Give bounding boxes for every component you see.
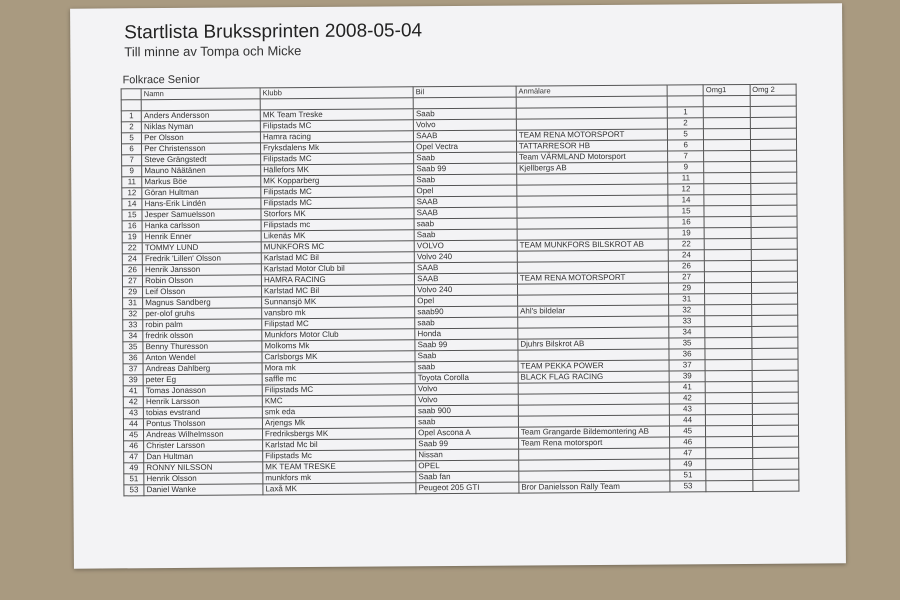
club-cell: MK Kopparberg [261, 175, 414, 187]
number-cell: 37 [669, 360, 705, 371]
number-cell: 9 [668, 162, 704, 173]
start-number-cell: 34 [123, 331, 143, 342]
car-cell: Honda [415, 328, 518, 340]
entrant-cell: TATTARRESOR HB [516, 140, 667, 152]
club-cell: Arjengs Mk [262, 417, 415, 429]
column-header-name: Namn [141, 88, 260, 100]
start-number-cell: 41 [123, 386, 143, 397]
spacer-cell [121, 100, 141, 111]
car-cell: Opel Ascona A [416, 427, 519, 439]
number-cell: 53 [670, 481, 706, 492]
club-cell: vansbro mk [262, 307, 415, 319]
driver-name-cell: tobias evstrand [143, 407, 262, 419]
round2-result-cell [750, 161, 796, 172]
column-header-round2: Omg 2 [750, 84, 796, 95]
number-cell: 26 [668, 261, 704, 272]
number-cell: 45 [669, 426, 705, 437]
club-cell: Filipstads MC [261, 186, 414, 198]
start-number-cell: 12 [122, 188, 142, 199]
round1-result-cell [706, 414, 752, 425]
round2-result-cell [752, 436, 798, 447]
car-cell: SAAB [414, 196, 517, 208]
round1-result-cell [706, 469, 752, 480]
round1-result-cell [706, 425, 752, 436]
driver-name-cell: fredrik olsson [143, 330, 262, 342]
start-number-cell: 36 [123, 353, 143, 364]
club-cell: Carlsborgs MK [262, 351, 415, 363]
club-cell: Filipstads MC [262, 384, 415, 396]
car-cell: Volvo [413, 119, 516, 131]
start-number-cell: 43 [123, 408, 143, 419]
start-number-cell: 27 [122, 276, 142, 287]
driver-name-cell: Markus Böe [142, 176, 261, 188]
round1-result-cell [704, 194, 750, 205]
car-cell: saab [415, 361, 518, 373]
start-number-cell: 1 [121, 111, 141, 122]
round1-result-cell [706, 436, 752, 447]
driver-name-cell: Dan Hultman [144, 451, 263, 463]
club-cell: Likenäs MK [261, 230, 414, 242]
driver-name-cell: Christer Larsson [144, 440, 263, 452]
driver-name-cell: per-olof gruhs [143, 308, 262, 320]
start-number-cell: 31 [123, 298, 143, 309]
start-number-cell: 2 [121, 122, 141, 133]
club-cell: smk eda [262, 406, 415, 418]
car-cell: Peugeot 205 GTI [416, 482, 519, 494]
start-number-cell: 22 [122, 243, 142, 254]
round1-result-cell [705, 370, 751, 381]
round2-result-cell [752, 458, 798, 469]
startlist-sheet [70, 3, 846, 568]
number-cell: 34 [669, 327, 705, 338]
round2-result-cell [751, 249, 797, 260]
start-number-cell: 44 [123, 419, 143, 430]
car-cell: Opel [415, 295, 518, 307]
car-cell: Volvo [415, 383, 518, 395]
startlist-rows [121, 106, 799, 496]
driver-name-cell: Per Christensson [142, 143, 261, 155]
driver-name-cell: Henrik Enner [142, 231, 261, 243]
round2-result-cell [751, 282, 797, 293]
start-number-cell: 24 [122, 254, 142, 265]
start-number-cell: 49 [124, 463, 144, 474]
round1-result-cell [705, 249, 751, 260]
driver-name-cell: Per Olsson [142, 132, 261, 144]
column-header-number [667, 85, 703, 96]
start-number-cell: 11 [122, 177, 142, 188]
round1-result-cell [704, 117, 750, 128]
number-cell: 24 [668, 250, 704, 261]
car-cell: VOLVO [414, 240, 517, 252]
spacer-cell [750, 95, 796, 106]
start-number-cell: 51 [124, 474, 144, 485]
round1-result-cell [704, 150, 750, 161]
round1-result-cell [704, 238, 750, 249]
round2-result-cell [750, 106, 796, 117]
number-cell: 29 [668, 283, 704, 294]
round2-result-cell [752, 414, 798, 425]
round2-result-cell [751, 205, 797, 216]
number-cell: 22 [668, 239, 704, 250]
driver-name-cell: Mauno Näätänen [142, 165, 261, 177]
number-cell: 15 [668, 206, 704, 217]
club-cell: Fredriksbergs MK [263, 428, 416, 440]
driver-name-cell: Göran Hultman [142, 187, 261, 199]
club-cell: Hamra racing [260, 131, 413, 143]
round2-result-cell [752, 381, 798, 392]
entrant-cell: TEAM PEKKA POWER [518, 360, 669, 372]
column-header-club: Klubb [260, 87, 413, 99]
club-cell: MUNKFORS MC [261, 241, 414, 253]
number-cell: 49 [670, 459, 706, 470]
driver-name-cell: TOMMY LUND [142, 242, 261, 254]
round2-result-cell [750, 139, 796, 150]
round1-result-cell [705, 282, 751, 293]
car-cell: Nissan [416, 449, 519, 461]
round2-result-cell [751, 260, 797, 271]
club-cell: Sunnansjö MK [262, 296, 415, 308]
number-cell: 11 [668, 173, 704, 184]
club-cell: Molkoms Mk [262, 340, 415, 352]
car-cell: Saab [413, 108, 516, 120]
round1-result-cell [705, 381, 751, 392]
round1-result-cell [705, 260, 751, 271]
start-number-cell: 6 [121, 144, 141, 155]
round2-result-cell [751, 337, 797, 348]
start-number-cell: 47 [124, 452, 144, 463]
car-cell: saab 900 [415, 405, 518, 417]
driver-name-cell: Andreas Dahlberg [143, 363, 262, 375]
start-number-cell: 42 [123, 397, 143, 408]
round2-result-cell [752, 348, 798, 359]
number-cell: 39 [669, 371, 705, 382]
entrant-cell: Bror Danielsson Rally Team [519, 481, 670, 493]
round2-result-cell [750, 194, 796, 205]
spacer-cell [141, 99, 260, 111]
car-cell: Saab [415, 350, 518, 362]
round2-result-cell [751, 216, 797, 227]
round1-result-cell [706, 458, 752, 469]
column-header-round1: Omg1 [703, 84, 749, 95]
club-cell: Filipstads MC [261, 153, 414, 165]
car-cell: saab [416, 416, 519, 428]
number-cell: 32 [669, 305, 705, 316]
round1-result-cell [705, 359, 751, 370]
driver-name-cell: Niklas Nyman [141, 121, 260, 133]
driver-name-cell: peter Eg [143, 374, 262, 386]
driver-name-cell: Henrik Jansson [142, 264, 261, 276]
round2-result-cell [750, 183, 796, 194]
number-cell: 36 [669, 349, 705, 360]
round2-result-cell [752, 447, 798, 458]
round2-result-cell [750, 172, 796, 183]
entrant-cell: TEAM RENA MOTORSPORT [517, 272, 668, 284]
round1-result-cell [706, 447, 752, 458]
club-cell: Storfors MK [261, 208, 414, 220]
round1-result-cell [706, 403, 752, 414]
number-cell: 1 [667, 107, 703, 118]
car-cell: SAAB [414, 207, 517, 219]
round1-result-cell [704, 216, 750, 227]
start-number-cell: 5 [121, 133, 141, 144]
club-cell: MK Team Treske [260, 109, 413, 121]
car-cell: SAAB [414, 130, 517, 142]
club-cell: Fryksdalens Mk [261, 142, 414, 154]
club-cell: saffle mc [262, 373, 415, 385]
round1-result-cell [705, 304, 751, 315]
round1-result-cell [704, 172, 750, 183]
round1-result-cell [705, 271, 751, 282]
round2-result-cell [751, 315, 797, 326]
driver-name-cell: Henrik Larsson [143, 396, 262, 408]
driver-name-cell: Leif Olsson [143, 286, 262, 298]
column-header-startnumber [121, 89, 141, 100]
driver-name-cell: Henrik Olsson [144, 473, 263, 485]
entrant-cell: TEAM RENA MOTORSPORT [516, 129, 667, 141]
spacer-cell [413, 97, 516, 109]
round2-result-cell [752, 469, 798, 480]
number-cell: 47 [670, 448, 706, 459]
startlist-table [121, 84, 800, 497]
start-number-cell: 14 [122, 199, 142, 210]
driver-name-cell: RONNY NILSSON [144, 462, 263, 474]
round2-result-cell [752, 370, 798, 381]
round1-result-cell [704, 139, 750, 150]
club-cell: Karlstad Motor Club bil [261, 263, 414, 275]
round1-result-cell [706, 392, 752, 403]
entrant-cell: Ahl's bildelar [518, 305, 669, 317]
entrant-cell: BLACK FLAG RACING [518, 371, 669, 383]
number-cell: 42 [669, 393, 705, 404]
car-cell: saab90 [415, 306, 518, 318]
start-number-cell: 9 [122, 166, 142, 177]
start-number-cell: 45 [123, 430, 143, 441]
round2-result-cell [752, 403, 798, 414]
round1-result-cell [706, 480, 752, 491]
club-cell: Karlstad Mc bil [263, 439, 416, 451]
club-cell: MK TEAM TRESKE [263, 461, 416, 473]
club-cell: Karlstad MC Bil [262, 285, 415, 297]
round2-result-cell [751, 293, 797, 304]
number-cell: 43 [669, 404, 705, 415]
number-cell: 31 [669, 294, 705, 305]
round1-result-cell [705, 293, 751, 304]
driver-name-cell: Hans-Erik Lindén [142, 198, 261, 210]
club-cell: Filipstads MC [261, 197, 414, 209]
driver-name-cell: Hanka carlsson [142, 220, 261, 232]
start-number-cell: 29 [122, 287, 142, 298]
car-cell: Saab [414, 174, 517, 186]
driver-name-cell: Anders Andersson [141, 110, 260, 122]
column-header-entrant: Anmälare [516, 85, 667, 97]
car-cell: Saab [414, 229, 517, 241]
class-heading: Folkrace Senior [122, 73, 200, 87]
round2-result-cell [751, 227, 797, 238]
car-cell: Saab 99 [414, 163, 517, 175]
number-cell: 16 [668, 217, 704, 228]
car-cell: SAAB [415, 273, 518, 285]
entrant-cell: Team VÄRMLAND Motorsport [516, 151, 667, 163]
car-cell: Saab 99 [416, 438, 519, 450]
round1-result-cell [704, 205, 750, 216]
document-title: Startlista Brukssprinten 2008-05-04 [124, 20, 423, 44]
driver-name-cell: Pontus Tholsson [144, 418, 263, 430]
number-cell: 44 [669, 415, 705, 426]
car-cell: Volvo [415, 394, 518, 406]
driver-name-cell: Daniel Wanke [144, 484, 263, 496]
round2-result-cell [750, 117, 796, 128]
spacer-cell [703, 95, 749, 106]
car-cell: Saab fan [416, 471, 519, 483]
round2-result-cell [752, 392, 798, 403]
start-number-cell: 16 [122, 221, 142, 232]
start-number-cell: 33 [123, 320, 143, 331]
start-number-cell: 39 [123, 375, 143, 386]
start-number-cell: 46 [124, 441, 144, 452]
round1-result-cell [705, 326, 751, 337]
start-number-cell: 7 [122, 155, 142, 166]
round1-result-cell [704, 227, 750, 238]
car-cell: OPEL [416, 460, 519, 472]
driver-name-cell: Tomas Jonasson [143, 385, 262, 397]
number-cell: 5 [667, 129, 703, 140]
club-cell: Mora mk [262, 362, 415, 374]
round2-result-cell [751, 271, 797, 282]
start-number-cell: 19 [122, 232, 142, 243]
club-cell: KMC [262, 395, 415, 407]
driver-name-cell: Steve Grängstedt [142, 154, 261, 166]
car-cell: saab [414, 218, 517, 230]
number-cell: 46 [670, 437, 706, 448]
car-cell: Volvo 240 [415, 284, 518, 296]
driver-name-cell: robin palm [143, 319, 262, 331]
driver-name-cell: Benny Thuresson [143, 341, 262, 353]
number-cell: 41 [669, 382, 705, 393]
round1-result-cell [705, 348, 751, 359]
entrant-cell: Djuhrs Bilskrot AB [518, 338, 669, 350]
round2-result-cell [752, 359, 798, 370]
club-cell: Filipstads mc [261, 219, 414, 231]
club-cell: Karlstad MC Bil [261, 252, 414, 264]
club-cell: Filipstads MC [260, 120, 413, 132]
start-number-cell: 37 [123, 364, 143, 375]
start-number-cell: 26 [122, 265, 142, 276]
driver-name-cell: Robin Olsson [143, 275, 262, 287]
round2-result-cell [750, 150, 796, 161]
driver-name-cell: Fredrik 'Lillen' Olsson [142, 253, 261, 265]
round1-result-cell [705, 337, 751, 348]
spacer-cell [667, 96, 703, 107]
number-cell: 12 [668, 184, 704, 195]
number-cell: 33 [669, 316, 705, 327]
round2-result-cell [751, 326, 797, 337]
car-cell: Toyota Corolla [415, 372, 518, 384]
entrant-cell: Kjellbergs AB [517, 162, 668, 174]
car-cell: Opel Vectra [414, 141, 517, 153]
car-cell: Saab [414, 152, 517, 164]
number-cell: 14 [668, 195, 704, 206]
club-cell: Hällefors MK [261, 164, 414, 176]
round2-result-cell [751, 238, 797, 249]
round1-result-cell [704, 106, 750, 117]
car-cell: Saab 99 [415, 339, 518, 351]
round1-result-cell [704, 128, 750, 139]
club-cell: Munkfors Motor Club [262, 329, 415, 341]
start-number-cell: 35 [123, 342, 143, 353]
round2-result-cell [752, 425, 798, 436]
club-cell: Filipstad MC [262, 318, 415, 330]
round1-result-cell [704, 183, 750, 194]
car-cell: SAAB [414, 262, 517, 274]
car-cell: Opel [414, 185, 517, 197]
car-cell: Volvo 240 [414, 251, 517, 263]
club-cell: HAMRA RACING [261, 274, 414, 286]
number-cell: 19 [668, 228, 704, 239]
entrant-cell: Team Rena motorsport [518, 437, 669, 449]
club-cell: Laxå MK [263, 483, 416, 495]
start-number-cell: 32 [123, 309, 143, 320]
start-number-cell: 15 [122, 210, 142, 221]
driver-name-cell: Andreas Wilhelmsson [144, 429, 263, 441]
number-cell: 7 [668, 151, 704, 162]
round2-result-cell [752, 480, 798, 491]
entrant-cell: Team Grangarde Bildemontering AB [518, 426, 669, 438]
document-subtitle: Till minne av Tompa och Micke [124, 43, 302, 60]
entrant-cell: TEAM MUNKFORS BILSKROT AB [517, 239, 668, 251]
number-cell: 2 [667, 118, 703, 129]
number-cell: 51 [670, 470, 706, 481]
number-cell: 6 [667, 140, 703, 151]
round2-result-cell [750, 128, 796, 139]
start-number-cell: 53 [124, 485, 144, 496]
driver-name-cell: Anton Wendel [143, 352, 262, 364]
round1-result-cell [705, 315, 751, 326]
car-cell: saab [415, 317, 518, 329]
round2-result-cell [751, 304, 797, 315]
column-header-car: Bil [413, 86, 516, 98]
number-cell: 27 [668, 272, 704, 283]
number-cell: 35 [669, 338, 705, 349]
round1-result-cell [704, 161, 750, 172]
club-cell: Filipstads Mc [263, 450, 416, 462]
club-cell: munkfors mk [263, 472, 416, 484]
driver-name-cell: Jesper Samuelsson [142, 209, 261, 221]
driver-name-cell: Magnus Sandberg [143, 297, 262, 309]
